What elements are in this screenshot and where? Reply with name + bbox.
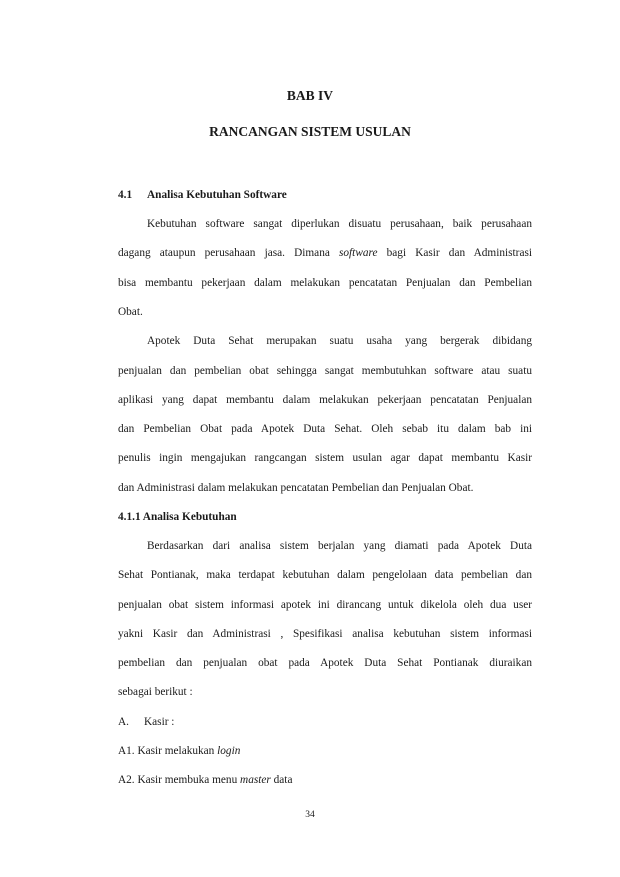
- page-number: 34: [305, 810, 315, 820]
- text-run: dagang ataupun perusahaan jasa. Dimana: [118, 247, 339, 259]
- paragraph-line: penulis ingin mengajukan rangcangan sistem usulan agar dapat membantu Kasir: [118, 452, 532, 464]
- italic-term: master: [240, 774, 271, 786]
- list-item: [118, 743, 532, 759]
- paragraph-line: pembelian dan penjualan obat pada Apotek Duta Sehat Pontianak diuraikan: [118, 657, 532, 669]
- list-label: A.: [118, 716, 129, 728]
- paragraph-line: Berdasarkan dari analisa sistem berjalan yang diamati pada Apotek Duta: [147, 540, 532, 552]
- paragraph-line: Sehat Pontianak, maka terdapat kebutuhan dalam pengelolaan data pembelian dan: [118, 569, 532, 581]
- paragraph-line: Kebutuhan software sangat diperlukan disuatu perusahaan, baik perusahaan: [147, 218, 532, 230]
- chapter-heading: BAB IV: [286, 88, 334, 103]
- text-run: A2. Kasir membuka menu: [118, 774, 241, 786]
- paragraph-line: aplikasi yang dapat membantu dalam melakukan pekerjaan pencatatan Penjualan: [118, 394, 532, 406]
- paragraph-line: dan Administrasi dalam melakukan pencatatan Pembelian dan Penjualan Obat.: [118, 482, 474, 494]
- section-title: Analisa Kebutuhan Software: [147, 189, 287, 201]
- paragraph-line: bisa membantu pekerjaan dalam melakukan pencatatan Penjualan dan Pembelian: [118, 277, 532, 289]
- italic-term: software: [339, 247, 378, 259]
- section-number: 4.1: [118, 189, 133, 201]
- text-run: A1. Kasir melakukan: [118, 745, 218, 757]
- paragraph-line: sebagai berikut :: [118, 686, 193, 698]
- italic-term: login: [217, 745, 241, 757]
- paragraph-line: Obat.: [118, 306, 143, 318]
- list-item: [118, 772, 532, 788]
- list-text: Kasir :: [144, 716, 175, 728]
- paragraph-line: Apotek Duta Sehat merupakan suatu usaha yang bergerak dibidang: [147, 335, 532, 347]
- chapter-title: RANCANGAN SISTEM USULAN: [209, 124, 411, 139]
- paragraph-line: dan Pembelian Obat pada Apotek Duta Sehat. Oleh sebab itu dalam bab ini: [118, 423, 532, 435]
- section-heading-4-1-1: 4.1.1 Analisa Kebutuhan: [118, 511, 237, 523]
- text-run: data: [270, 774, 293, 786]
- text-run: bagi Kasir dan Administrasi: [377, 247, 532, 259]
- paragraph-line: [118, 245, 532, 261]
- list-item: [118, 714, 532, 730]
- section-heading-4-1: [118, 187, 532, 203]
- paragraph-line: penjualan obat sistem informasi apotek ini dirancang untuk dikelola oleh dua user: [118, 599, 532, 611]
- paragraph-line: penjualan dan pembelian obat sehingga sangat membutuhkan software atau suatu: [118, 365, 532, 377]
- paragraph-line: yakni Kasir dan Administrasi , Spesifikasi analisa kebutuhan sistem informasi: [118, 628, 532, 640]
